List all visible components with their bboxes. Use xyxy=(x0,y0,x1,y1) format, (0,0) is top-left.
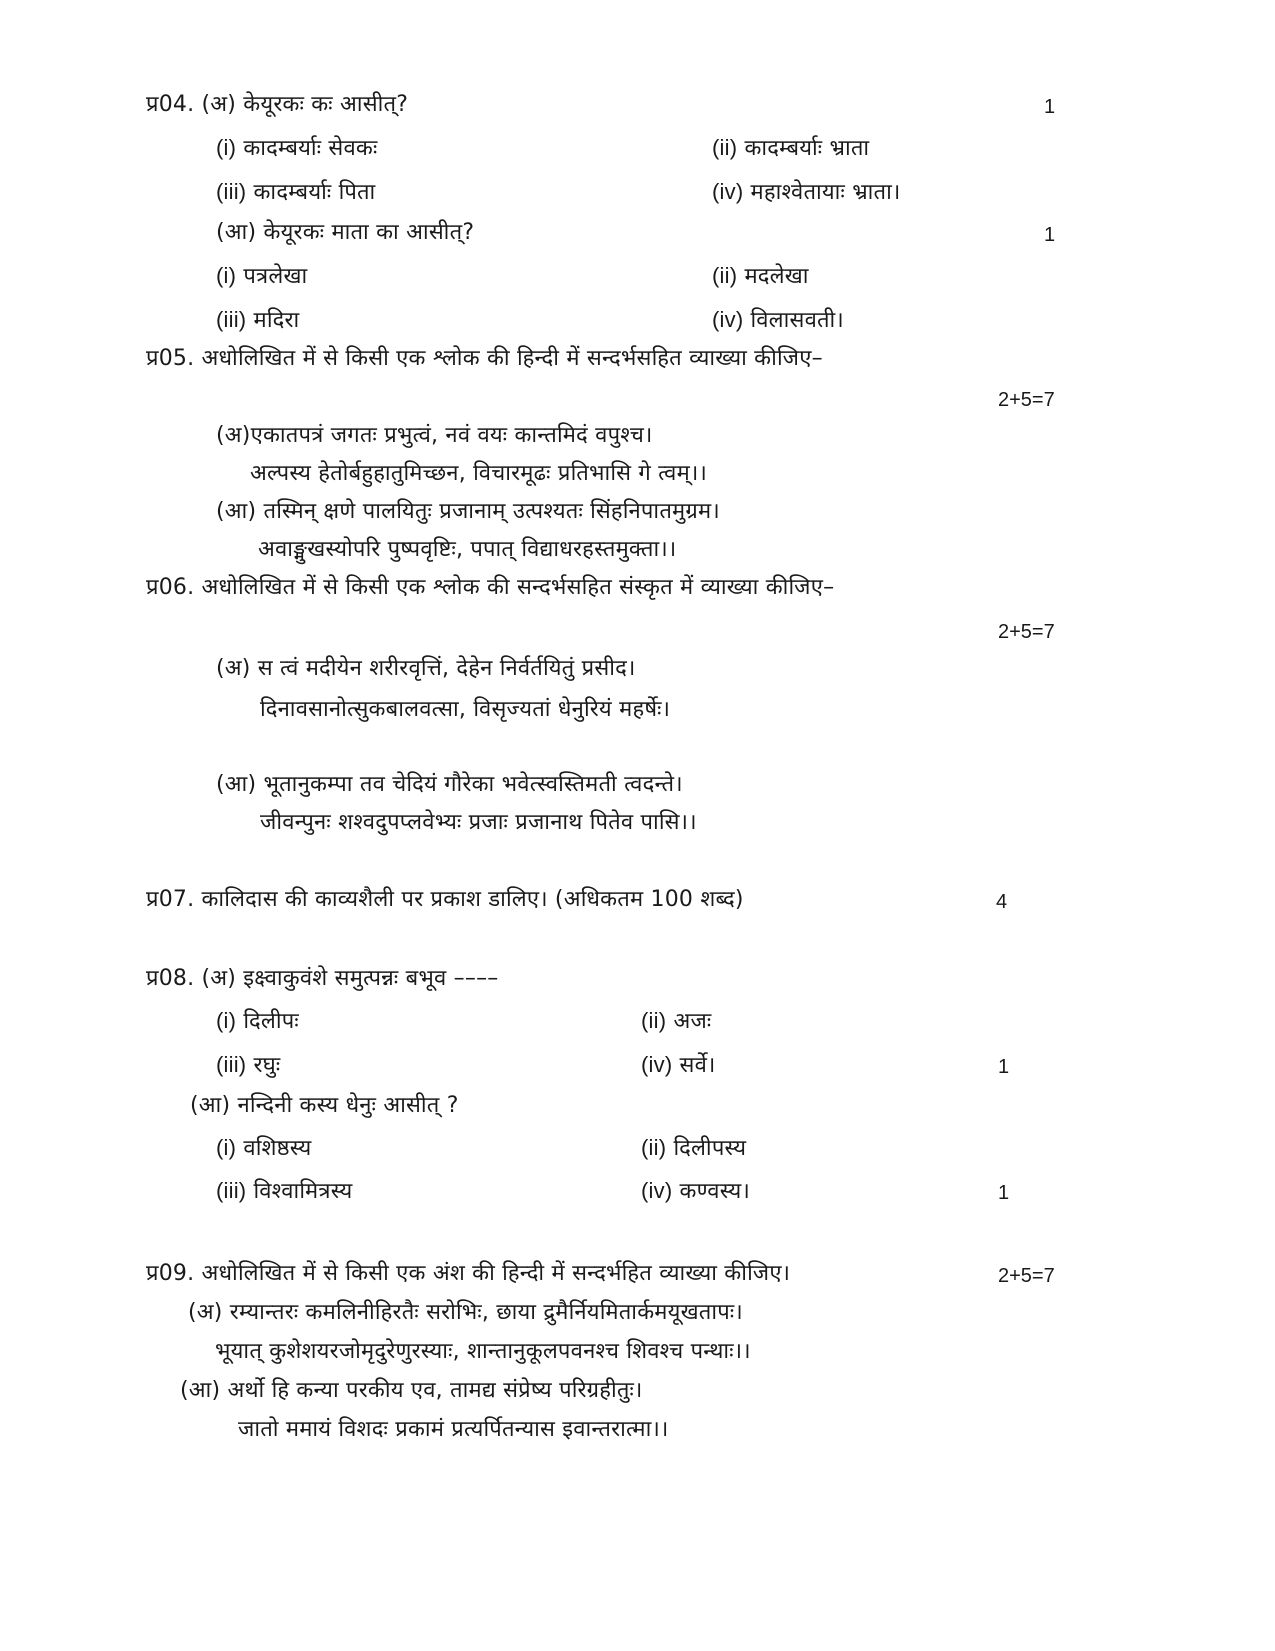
verse-text: अर्थो हि कन्या परकीय एव, तामद्य संप्रेष्य परिग्रहीतुः। xyxy=(227,1378,643,1403)
question-number: प्र06. xyxy=(146,575,195,600)
option xyxy=(216,1176,352,1207)
option-text: कादम्बर्याः भ्राता xyxy=(744,136,870,161)
option xyxy=(216,1050,280,1081)
option-text: महाश्वेतायाः भ्राता। xyxy=(750,180,901,205)
option-number: (iii) xyxy=(216,179,247,204)
marks: 2+5=7 xyxy=(998,1265,1055,1287)
option-text: विश्वामित्रस्य xyxy=(253,1179,353,1204)
option-text: सर्वे। xyxy=(679,1053,716,1078)
option-text: मदलेखा xyxy=(744,264,809,289)
marks: 1 xyxy=(1044,96,1056,118)
option-text: पत्रलेखा xyxy=(243,264,308,289)
option xyxy=(712,177,901,208)
question-heading xyxy=(146,344,823,374)
verse-label: (अ) xyxy=(188,1300,223,1325)
verse-line: दिनावसानोत्सुकबालवत्सा, विसृज्यतां धेनुरियं महर्षेः। xyxy=(260,697,671,722)
verse-text: तस्मिन् क्षणे पालयितुः प्रजानाम् उत्पश्यतः सिंहनिपातमुग्रम। xyxy=(263,499,720,524)
question-text: केयूरकः माता का आसीत्? xyxy=(263,220,475,245)
question-text: केयूरकः कः आसीत्? xyxy=(243,92,409,117)
verse-text: एकातपत्रं जगतः प्रभुत्वं, नवं वयः कान्तमिदं वपुश्च। xyxy=(250,423,653,448)
option-text: रघुः xyxy=(253,1053,281,1078)
verse-line: अवाङ्मुखस्योपरि पुष्पवृष्टिः, पपात् विद्याधरहस्तमुक्ता।। xyxy=(258,537,677,562)
option-number: (iii) xyxy=(216,307,247,332)
option-number: (ii) xyxy=(712,135,738,160)
option-number: (iii) xyxy=(216,1178,247,1203)
question-heading xyxy=(146,885,744,915)
verse-line xyxy=(216,770,683,800)
question-text: इक्ष्वाकुवंशे समुत्पन्नः बभूव –––– xyxy=(243,966,499,991)
option-text: विलासवती। xyxy=(750,308,844,333)
option xyxy=(216,1133,312,1164)
verse-line xyxy=(216,421,653,451)
question-text: अधोलिखित में से किसी एक श्लोक की सन्दर्भसहित संस्कृत में व्याख्या कीजिए– xyxy=(201,575,835,600)
verse-label: (अ) xyxy=(216,423,251,448)
option-text: कण्वस्य। xyxy=(679,1179,750,1204)
part-label: (अ) xyxy=(201,966,237,991)
option-number: (iii) xyxy=(216,1052,247,1077)
question-number: प्र07. xyxy=(146,887,195,912)
sub-question xyxy=(216,218,474,248)
question-text: कालिदास की काव्यशैली पर प्रकाश डालिए। (अधिकतम 100 शब्द) xyxy=(201,887,744,912)
option-number: (i) xyxy=(216,135,237,160)
verse-line xyxy=(216,654,636,684)
verse-text: भूतानुकम्पा तव चेदियं गौरेका भवेत्स्वस्तिमती त्वदन्ते। xyxy=(263,772,683,797)
part-label: (आ) xyxy=(216,220,257,245)
verse-label: (अ) xyxy=(216,656,251,681)
verse-line xyxy=(216,497,720,527)
question-number: प्र04. xyxy=(146,92,195,117)
option-text: वशिष्ठस्य xyxy=(243,1136,312,1161)
question-number: प्र08. xyxy=(146,966,195,991)
option-text: कादम्बर्याः सेवकः xyxy=(243,136,378,161)
option-text: अजः xyxy=(673,1009,712,1034)
verse-text: स त्वं मदीयेन शरीरवृत्तिं, देहेन निर्वर्तयितुं प्रसीद। xyxy=(257,656,636,681)
question-text: अधोलिखित में से किसी एक श्लोक की हिन्दी में सन्दर्भसहित व्याख्या कीजिए– xyxy=(201,346,823,371)
option xyxy=(712,261,809,292)
verse-line: भूयात् कुशेशयरजोमृदुरेणुरस्याः, शान्तानुकूलपवनश्च शिवश्च पन्थाः।। xyxy=(215,1339,751,1364)
question-number: प्र05. xyxy=(146,346,195,371)
marks: 1 xyxy=(998,1056,1010,1078)
option xyxy=(712,133,869,164)
question-text: नन्दिनी कस्य धेनुः आसीत् ? xyxy=(237,1093,459,1118)
option-number: (i) xyxy=(216,1008,237,1033)
option xyxy=(216,133,377,164)
marks: 2+5=7 xyxy=(998,621,1055,643)
option-number: (iv) xyxy=(712,179,744,204)
question-heading xyxy=(146,90,408,120)
question-heading xyxy=(146,573,834,603)
marks: 1 xyxy=(1044,224,1056,246)
option xyxy=(641,1006,711,1037)
verse-line: अल्पस्य हेतोर्बहुहातुमिच्छन, विचारमूढः प्रतिभासि गे त्वम्।। xyxy=(250,461,708,486)
question-heading xyxy=(146,964,499,994)
option-number: (iv) xyxy=(641,1178,673,1203)
option xyxy=(216,1006,299,1037)
verse-text: रम्यान्तरः कमलिनीहिरतैः सरोभिः, छाया द्रुमैर्नियमितार्कमयूखतापः। xyxy=(229,1300,743,1325)
option-text: मदिरा xyxy=(253,308,300,333)
verse-label: (आ) xyxy=(216,499,257,524)
verse-label: (आ) xyxy=(180,1378,221,1403)
option-number: (iv) xyxy=(641,1052,673,1077)
option-number: (i) xyxy=(216,1135,237,1160)
option-number: (ii) xyxy=(712,263,738,288)
verse-label: (आ) xyxy=(216,772,257,797)
option-number: (ii) xyxy=(641,1135,667,1160)
option-text: कादम्बर्याः पिता xyxy=(253,180,376,205)
question-text: अधोलिखित में से किसी एक अंश की हिन्दी में सन्दर्भहित व्याख्या कीजिए। xyxy=(201,1261,791,1286)
option xyxy=(641,1133,746,1164)
option-number: (i) xyxy=(216,263,237,288)
part-label: (अ) xyxy=(201,92,237,117)
option xyxy=(641,1176,750,1207)
question-heading xyxy=(146,1259,790,1289)
option xyxy=(216,305,299,336)
marks: 2+5=7 xyxy=(998,389,1055,411)
part-label: (आ) xyxy=(190,1093,231,1118)
option-number: (ii) xyxy=(641,1008,667,1033)
question-number: प्र09. xyxy=(146,1261,195,1286)
option-number: (iv) xyxy=(712,307,744,332)
verse-line: जातो ममायं विशदः प्रकामं प्रत्यर्पितन्यास इवान्तरात्मा।। xyxy=(238,1417,669,1442)
sub-question xyxy=(190,1091,459,1121)
marks: 4 xyxy=(996,891,1008,913)
verse-line xyxy=(180,1376,643,1406)
option xyxy=(641,1050,716,1081)
marks: 1 xyxy=(998,1182,1010,1204)
option xyxy=(216,177,375,208)
option-text: दिलीपः xyxy=(243,1009,299,1034)
option-text: दिलीपस्य xyxy=(673,1136,747,1161)
option xyxy=(712,305,844,336)
verse-line: जीवन्पुनः शश्वदुपप्लवेभ्यः प्रजाः प्रजानाथ पितेव पासि।। xyxy=(260,810,697,835)
verse-line xyxy=(188,1298,743,1328)
option xyxy=(216,261,307,292)
